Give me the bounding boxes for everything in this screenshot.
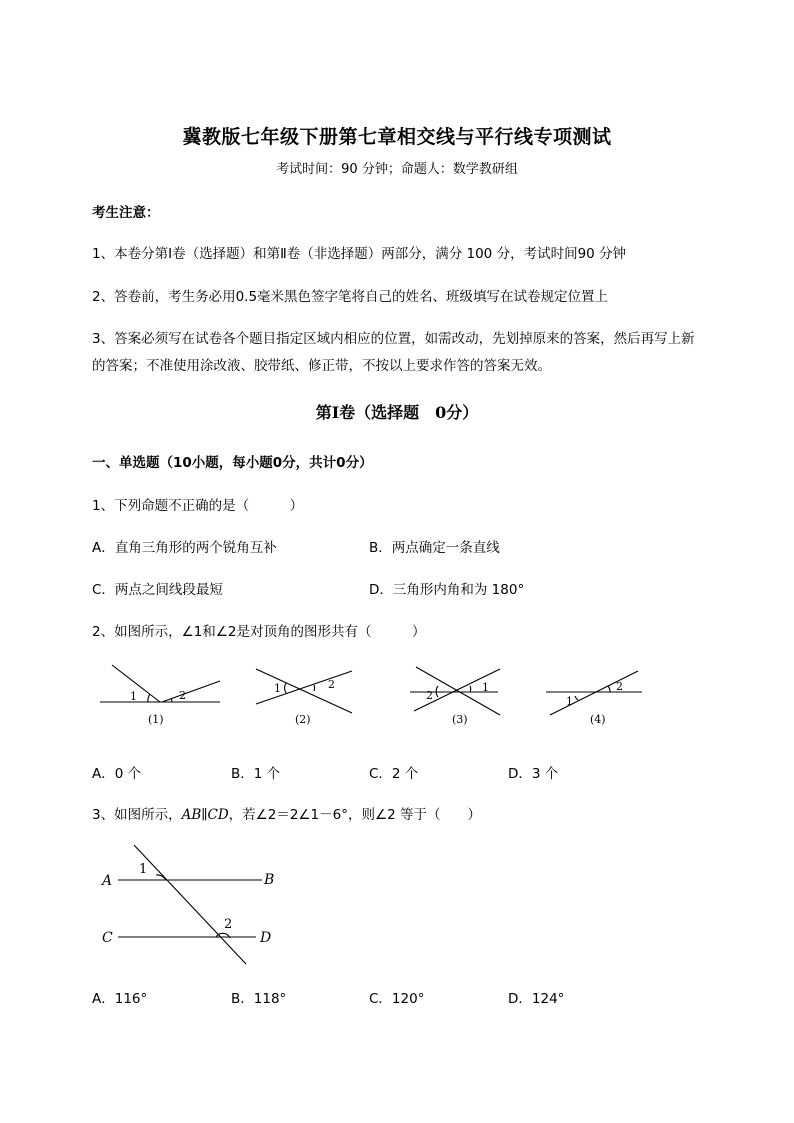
- notice-rule: 1、本卷分第Ⅰ卷（选择题）和第Ⅱ卷（非选择题）两部分，满分 100 分，考试时间90 分钟: [92, 246, 627, 262]
- question-3-option-c[interactable]: C．120°: [369, 991, 425, 1007]
- fig2-angle-1: 1: [274, 682, 281, 695]
- point-c-label: C: [102, 930, 113, 946]
- question-2-figures: [90, 655, 660, 735]
- section-title: 第Ⅰ卷（选择题 0分）: [315, 403, 479, 422]
- question-3-stem-suffix: ，若∠2＝2∠1－6°，则∠2 等于（ ）: [228, 807, 481, 823]
- fig1-angle-2: 2: [179, 689, 186, 702]
- fig4-angle-1: 1: [566, 695, 573, 708]
- fig4-angle-2: 2: [616, 680, 623, 693]
- fig2-angle-2: 2: [328, 678, 335, 691]
- question-3-option-a[interactable]: A．116°: [92, 991, 148, 1007]
- fig3-angle-1: 1: [482, 681, 489, 694]
- question-1-option-d[interactable]: D．三角形内角和为 180°: [369, 582, 525, 598]
- question-2-stem: 2、如图所示，∠1和∠2是对顶角的图形共有（ ）: [92, 624, 426, 640]
- question-3-option-d[interactable]: D．124°: [508, 991, 565, 1007]
- part-heading: 一、单选题（10小题，每小题0分，共计0分）: [92, 455, 373, 471]
- point-b-label: B: [264, 872, 275, 888]
- fig-caption-3: (3): [452, 713, 468, 726]
- fig-caption-1: (1): [148, 713, 164, 726]
- fig-caption-2: (2): [295, 713, 311, 726]
- question-3-stem: [92, 803, 481, 823]
- page-title: 冀教版七年级下册第七章相交线与平行线专项测试: [182, 126, 612, 148]
- notice-rule: 3、答案必须写在试卷各个题目指定区域内相应的位置，如需改动，先划掉原来的答案，然后再写上新的答案；不准使用涂改液、胶带纸、修正带，不按以上要求作答的答案无效。: [92, 331, 695, 374]
- exam-info: 考试时间：90 分钟；命题人：数学教研组: [276, 162, 518, 177]
- notice-heading: 考生注意：: [92, 205, 160, 221]
- question-3-figure: [96, 840, 296, 970]
- point-a-label: A: [102, 873, 113, 889]
- fig1-angle-1: 1: [130, 690, 137, 703]
- question-1-option-c[interactable]: C．两点之间线段最短: [92, 582, 223, 598]
- question-3-option-b[interactable]: B．118°: [231, 991, 287, 1007]
- question-3-stem-prefix: 3、如图所示，: [92, 807, 182, 823]
- question-1-option-a[interactable]: A．直角三角形的两个锐角互补: [92, 540, 277, 556]
- question-2-option-c[interactable]: C．2 个: [369, 766, 419, 782]
- fig-caption-4: (4): [590, 713, 606, 726]
- fig3-angle-2: 2: [426, 689, 433, 702]
- question-2-option-b[interactable]: B．1 个: [231, 766, 281, 782]
- question-3-stem-parallel: AB∥CD: [181, 807, 229, 823]
- point-d-label: D: [260, 930, 272, 946]
- question-1-option-b[interactable]: B．两点确定一条直线: [369, 540, 500, 556]
- question-2-option-a[interactable]: A．0 个: [92, 766, 142, 782]
- angle-1-label: 1: [139, 862, 148, 877]
- question-1-stem: 1、下列命题不正确的是（ ）: [92, 498, 304, 514]
- angle-2-label: 2: [224, 917, 233, 932]
- notice-rule: 2、答卷前，考生务必用0.5毫米黑色签字笔将自己的姓名、班级填写在试卷规定位置上: [92, 289, 609, 305]
- question-2-option-d[interactable]: D．3 个: [508, 766, 559, 782]
